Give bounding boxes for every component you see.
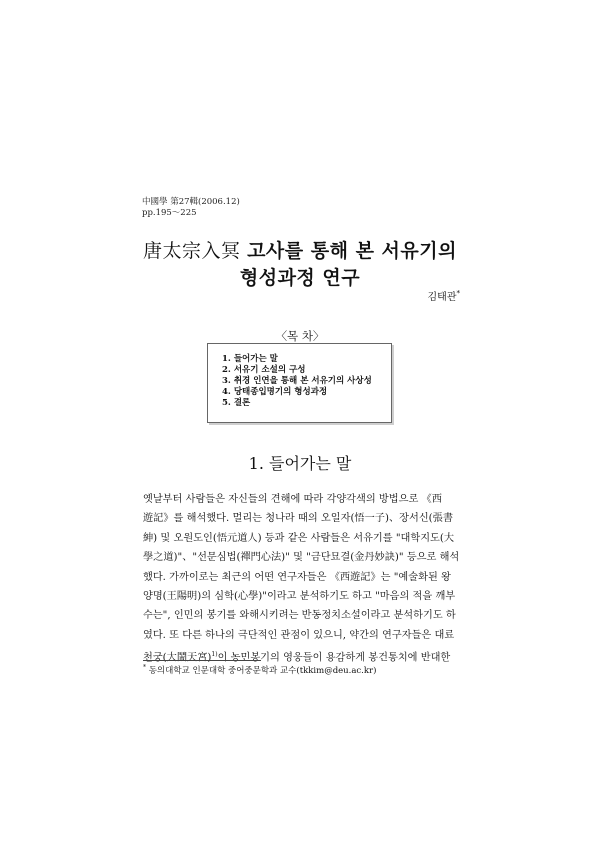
journal-issue: 中國學 第27輯(2006.12): [142, 197, 240, 207]
body-line: 했다. 가까이로는 최근의 어떤 연구자들은 《西遊記》는 "예술화된 왕: [143, 571, 451, 583]
table-of-contents: [207, 343, 392, 423]
body-line: 수는", 인민의 봉기를 와해시키려는 반동정치소설이라고 분석하기도 하: [143, 610, 456, 622]
toc-list: [222, 354, 372, 409]
author-name: 김태관: [427, 292, 457, 303]
body-line: 양명(王陽明)의 심학(心學)"이라고 분석하기도 하고 "마음의 적을 깨부: [143, 591, 456, 603]
body-paragraph: [143, 490, 461, 668]
body-line: 遊記》를 해석했다. 멀리는 청나라 때의 오일자(悟一子)、장서신(張書: [143, 513, 454, 525]
journal-info: [142, 197, 240, 219]
toc-label: 〈목 차〉: [275, 329, 325, 343]
body-line-segment: 이 농민봉기의 영웅들이 용감하게 봉건통치에 반대한: [217, 652, 451, 664]
toc-item: 1. 들어가는 말: [222, 354, 278, 364]
footnote-ref: 1): [211, 651, 218, 659]
body-line: 學之道)"、"선문심법(禪門心法)" 및 "금단묘결(金丹妙訣)" 등으로 해석: [143, 552, 460, 564]
toc-item: 2. 서유기 소설의 구성: [222, 365, 306, 375]
author: [428, 288, 460, 303]
title-hanja: 唐太宗入冥: [143, 240, 241, 262]
footnote-text: 동의대학교 인문대학 중어중문학과 교수(tkkim@deu.ac.kr): [148, 666, 377, 676]
toc-item: 3. 취경 인연을 통해 본 서유기의 사상성: [222, 376, 372, 386]
body-line: 紳) 및 오원도인(悟元道人) 등과 같은 사람들은 서유기를 "대학지도(大: [143, 532, 455, 544]
author-footnote-mark: *: [456, 289, 460, 298]
title-korean: 고사를 통해 본 서유기의: [247, 240, 457, 262]
body-line: 였다. 또 다른 하나의 극단적인 관점이 있으니, 약간의 연구자들은 대료: [143, 629, 455, 641]
footnote: [143, 664, 376, 676]
paper-title-line-2: 형성과정 연구: [239, 267, 361, 289]
footnote-divider: [143, 660, 261, 661]
body-line: 옛날부터 사람들은 자신들의 견해에 따라 각양각색의 방법으로 《西: [143, 494, 442, 505]
section-heading: 1. 들어가는 말: [248, 454, 352, 473]
toc-item: 4. 당태종입명기의 형성과정: [222, 387, 328, 397]
footnote-mark: *: [143, 664, 146, 672]
journal-pages: pp.195～225: [142, 208, 197, 218]
toc-item: 5. 결론: [222, 398, 251, 408]
body-line-segment: 천궁(大鬧天宮): [143, 652, 212, 664]
paper-title-line-1: [0, 236, 600, 263]
